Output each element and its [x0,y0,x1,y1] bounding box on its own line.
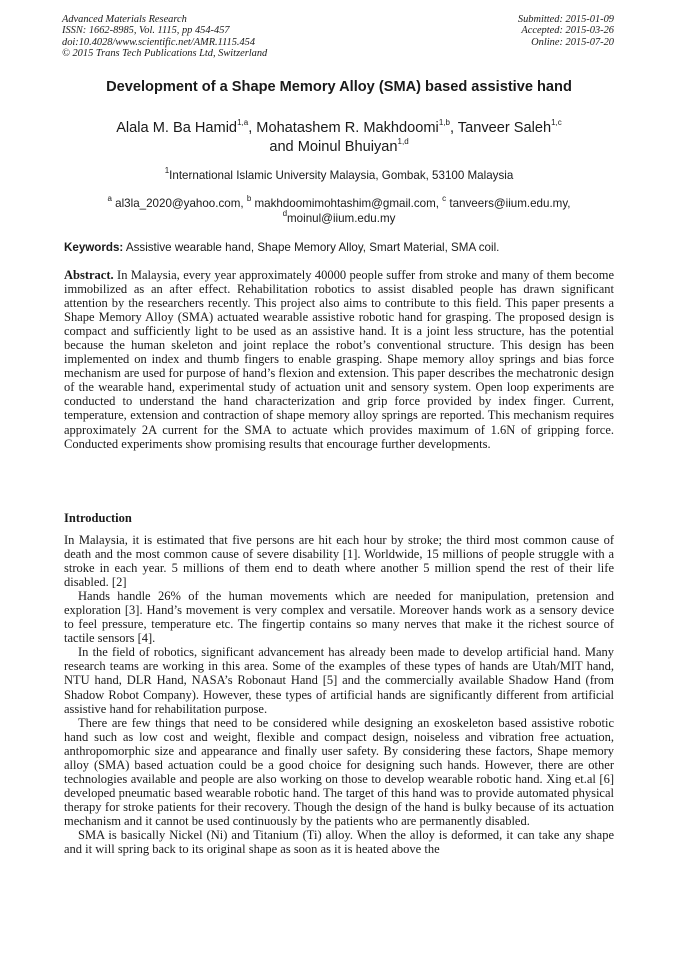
introduction-heading: Introduction [64,511,132,525]
keywords-text: Assistive wearable hand, Shape Memory Alloy, Smart Material, SMA coil. [123,241,500,254]
online-date: Online: 2015-07-20 [531,36,614,48]
email-link[interactable]: tanveers@iium.edu.my, [446,197,571,210]
author-name: Alala M. Ba Hamid [116,120,238,136]
body-paragraph: In Malaysia, it is estimated that five persons are hit each hour by stroke; the third most common cause of death and the most common cause of severe disability [1]. Worldwide, 15 millions of people struggle with a stroke in each year. 5 millions of them end to death where another 5 million spend the rest of their life disabled. [2] [64,533,614,590]
journal-header-right [518,14,614,48]
author-name: Mohatashem R. Makhdoomi [256,120,439,136]
author-list: Alala M. Ba Hamid$^{1,a}$, Mohatashem R. Makhdoomi$^{1,b}$, Tanveer Saleh$^{1,c}$ and Moinul Bhuiyan$^{1,d}$ [116,118,562,155]
submitted-date: Submitted: 2015-01-09 [517,14,614,25]
introduction-body [64,533,614,856]
affiliation-text: International Islamic University Malaysia, Gombak, 53100 Malaysia [169,169,514,182]
affiliation-superscript: 1 [164,166,170,176]
author-superscript: 1,a [237,118,249,128]
author-superscript: 1,d [397,137,409,147]
author-superscript: 1,b [438,118,450,128]
abstract-text: In Malaysia, every year approximately 40000 people suffer from stroke and many of them become immobilized as an after effect. Rehabilitation robotics to assist disabled people has drawn significant attention by the researchers recently. This project also aims to contribute to this field. This paper presents a Shape Memory Alloy (SMA) actuated wearable assistive robotic hand for grasping. The proposed design is compact and sufficiently light to be used as an assistive hand. It is a joint less structure, has the potential because the human skeleton and joint replace the robot’s conventional structure. This design has been implemented on index and thumb fingers to enable grasping. Shape memory alloy springs and bias force mechanism are used for purpose of hand’s flexion and extension. This paper describes the mechatronic design of the wearable hand, experimental study of actuation unit and sensory system. Open loop experiments are conducted to understand the hand characterization and grip force provided by index finger. Current, temperature, extension and contraction of shape memory alloy springs are reported. This mechanism requires approximately 2A current for the SMA to actuate which provides maximum of 1.6N of gripping force. Conducted experiments show promising results that encourage further developments. [64,268,614,451]
body-paragraph: SMA is basically Nickel (Ni) and Titanium (Ti) alloy. When the alloy is deformed, it can take any shape and it will spring back to its original shape as soon as it is heated above the [64,827,614,857]
journal-name: Advanced Materials Research [62,14,187,25]
email-link[interactable]: moinul@iium.edu.my [287,212,396,225]
email-link[interactable]: makhdoomimohtashim@gmail.com, [251,197,443,210]
journal-copyright: © 2015 Trans Tech Publications Ltd, Switzerland [62,48,268,60]
body-paragraph: Hands handle 26% of the human movements which are needed for manipulation, pretension and exploration [3]. Hand’s movement is very complex and versatile. Moreover hands work as a sensory device to feel pressure, temperature etc. The fingertip contains so many nerves that make it the richest source of tactile sensors [4]. [64,589,614,646]
author-name: Moinul Bhuiyan [297,139,398,155]
affiliation [0,166,678,182]
paper-title: Development of a Shape Memory Alloy (SMA) based assistive hand [106,79,572,95]
body-paragraph: In the field of robotics, significant advancement has already been made to develop artificial hand. Many research teams are working in this area. Some of the examples of these types of hands are Utah/MIT hand, NTU hand, DLR Hand, NASA’s Robonaut Hand [5] and the commercially available Shadow Hand (from Shadow Robot Company). However, these types of artificial hands are significantly different from artificial assistive hand for rehabilitation purpose. [64,645,614,716]
journal-issn: ISSN: 1662-8985, Vol. 1115, pp 454-457 [62,25,230,37]
email-link[interactable]: al3la_2020@yahoo.com, [111,197,247,210]
abstract-label: Abstract. [64,268,114,282]
abstract [64,268,614,451]
author-name: Tanveer Saleh [457,120,552,136]
author-emails: $^a$ al3la_2020@yahoo.com, $^b$ makhdoomimohtashim@gmail.com, $^c$ tanveers@iium.edu.my, $^d$moinul@iium.edu.my [107,194,571,225]
body-paragraph: There are few things that need to be considered while designing an exoskeleton based assistive robotic hand such as low cost and weight, flexible and compact design, noiseless and vibration free actuation, anthropomorphic size and appearance and finally user safety. By considering these factors, Shape memory alloy (SMA) based actuation could be a good choice for designing such hands. However, there are other technologies available and people are also working on those to develop wearable robotic hand. Xing et.al [6] developed pneumatic based wearable robotic hand. The target of this hand was to provide automated physical therapy for stroke patients for their recovery. Though the design of the hand is bulky because of its actuation mechanism and it cannot be used continuously by the patients who are permanently disabled. [64,715,614,828]
journal-header-left [62,14,267,60]
author-superscript: 1,c [551,118,562,128]
keywords-label: Keywords: [64,241,124,254]
journal-doi: doi:10.4028/www.scientific.net/AMR.1115.454 [62,36,256,48]
keywords [64,241,624,254]
accepted-date: Accepted: 2015-03-26 [521,25,614,37]
